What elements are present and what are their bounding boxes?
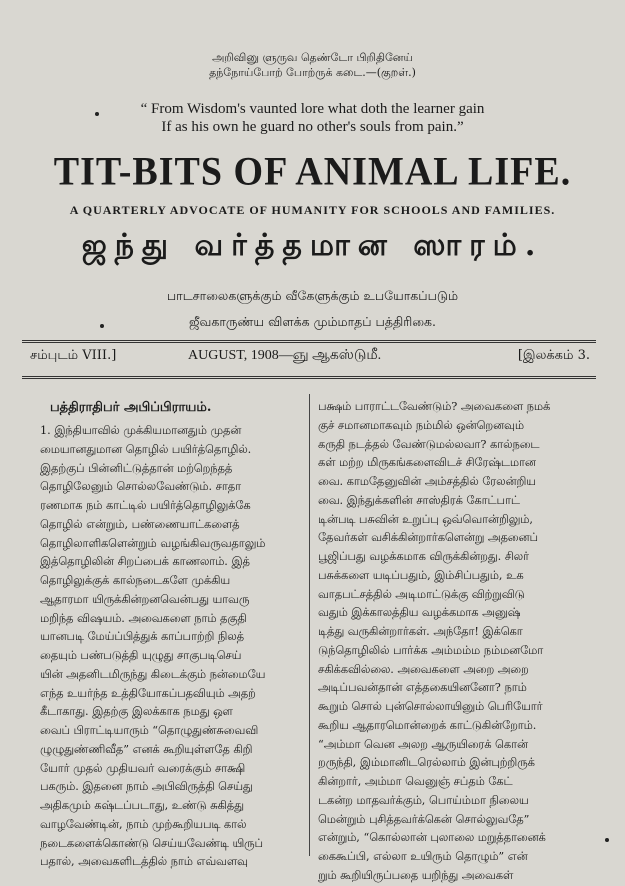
article-text-line: தையும் பண்படுத்தி யுழுது சாகுபடிசெய் <box>40 649 242 662</box>
issue-date: AUGUST, 1908—ஞு ஆகஸ்டுமீ. <box>188 348 382 363</box>
masthead-subtitle: A QUARTERLY ADVOCATE OF HUMANITY FOR SCHOOLS AND FAMILIES. <box>69 203 556 217</box>
article-text-line: கூறிய ஆதாரமொன்றைக் காட்டுகின்றோம். <box>318 718 537 732</box>
article-text-line: பதால், அவைகளிடத்தில் நாம் எவ்வளவு <box>40 855 248 869</box>
article-text-line: டின்படி பசுவின் உறுப்பு ஒவ்வொன்றிலும், <box>318 512 533 526</box>
article-text-line: கைகூப்பி, எல்லா உயிரும் தொழும்” என் <box>318 850 528 863</box>
masthead-tagline <box>0 283 625 335</box>
article-text-line: றருந்தி, இம்மானிடரெல்லாம் இன்புற்றிருக் <box>318 756 535 770</box>
article-text-line: வை. காமதேனுவின் அம்சத்தில் ரேலன்றிய <box>318 475 536 488</box>
article-text-line: கள் மற்ற மிருகங்களைவிடச் சிரேஷ்டமான <box>318 456 536 470</box>
article-text-line: அதிகமும் கஷ்டப்படாது, உண்டு சுகித்து <box>40 799 244 812</box>
print-speck <box>100 324 104 328</box>
article-text-line: யானபடி மேய்ப்பித்துக் காப்பாற்றி நிலத் <box>40 630 244 644</box>
epigraph-english-line: If as his own he guard no other's souls from pain.” <box>161 119 464 135</box>
article-text-line: கருதி நடத்தல் வேண்டுமல்லவா? கால்நடை <box>318 437 540 451</box>
column-divider <box>309 394 310 856</box>
issue-volume: சம்புடம் VIII.] <box>30 348 117 363</box>
article-text-line: வைப் பிராட்டியாரும் “தொழுதுண்சுவைவி <box>40 724 259 737</box>
article-text-line: அடிப்பவன்தான் எத்தகையினனோ? நாம் <box>318 681 527 695</box>
article-text-line: டுந்தொழிலில் பார்க்க அம்மம்ம நம்மனமோ <box>318 643 544 657</box>
article-text-line: ரணமாக நம் காட்டில் பயிர்த்தொழிலுக்கே <box>40 499 251 512</box>
article-text-line: வதும் இக்காலத்திய வழக்கமாக அனுஷ் <box>318 606 521 620</box>
article-text-line: தொழிலேனும் சொல்லவேண்டும். சாதா <box>40 480 242 494</box>
epigraph-tamil-line: அறிவினு ளுருவ தெண்டோ பிறிதினேய் <box>212 51 413 64</box>
article-text-line: ஆதாரமா யிருக்கின்றனவென்பது யாவரு <box>40 592 250 606</box>
article-left-column <box>40 398 303 872</box>
article-text-line: தொழில் என்றும், பண்ணையாட்களைத் <box>40 517 240 531</box>
article-text-line: வை. இந்துக்களின் சாஸ்திரக் கோட்பாட் <box>318 493 520 507</box>
print-speck <box>95 112 99 116</box>
article-text-line: கூறும் சொல் புன்சொல்லாயினும் பெரியோர் <box>318 700 543 713</box>
article-heading: பத்திராதிபர் அபிப்பிராயம். <box>50 400 212 415</box>
article-text-line: எந்த உயர்ந்த உத்தியோகப்பதவியும் அதற் <box>40 686 256 700</box>
masthead-title: TIT-BITS OF ANIMAL LIFE. <box>53 149 572 195</box>
article-text-line: இத்தொழிலின் சிறப்பைக் காணலாம். இத் <box>40 555 250 569</box>
print-speck <box>605 838 609 842</box>
article-right-column <box>318 398 600 886</box>
masthead-tamil-title: ஜந்து வர்த்தமான ஸாரம். <box>81 228 544 263</box>
article-text-line: றும் கூறியிருப்பதை யறிந்து அவைகள் <box>318 868 514 882</box>
article-text-line: கீடாகாது. இதற்கு இலக்காக நமது ஒள <box>40 705 233 719</box>
article-text-line: மென்றும் புசித்தவர்க்கென் சொல்லுவதே” <box>318 812 530 826</box>
tagline-line: ஜீவகாருண்ய விளக்க மும்மாதப் பத்திரிகை. <box>188 314 436 329</box>
article-text-line: குச் சமானமாகவும் நம்மில் ஒன்றெனவும் <box>318 418 524 432</box>
article-text-line: மறிந்த விஷயம். அவைகளை நாம் தகுதி <box>40 611 247 625</box>
article-text-line: பகரும். இதனை நாம் அபிவிருத்தி செய்து <box>40 780 253 794</box>
article-text-line: பக்ஷம் பாராட்டவேண்டும்? அவைகளை நமக் <box>318 400 551 413</box>
article-text-line: வாதபட்சத்தில் அடிமாட்டுக்கு விற்றுவிடு <box>318 587 525 601</box>
issue-number: [இலக்கம் 3. <box>517 348 590 363</box>
article-text-line: டகன்ற மாதவர்க்கும், பொய்ம்மா நிலைய <box>318 793 529 807</box>
article-text-line: “அம்மா வென அலற ஆருயிரைக் கொன் <box>318 737 528 751</box>
article-text-line: தொழிலுக்குக் கால்நடைகளே முக்கிய <box>40 574 231 587</box>
article-text-line: 1. இந்தியாவில் முக்கியமானதும் முதன் <box>40 424 242 437</box>
article-text-line: கின்றார், அம்மா வெனுஞ் சப்தம் கேட் <box>318 775 513 788</box>
bottom-rule <box>22 376 596 379</box>
article-text-line: சகிக்கவில்லை. அவைகளை அறை அறை <box>318 662 529 676</box>
article-text-line: தேவர்கள் வசிக்கின்றார்களென்று அதனைப் <box>318 531 538 545</box>
article-text-line: பூஜிப்பது வழக்கமாக விருக்கின்றது. சிலர் <box>318 550 529 563</box>
article-text-line: பசுக்களை யடிப்பதும், இம்சிப்பதும், உக <box>318 568 524 582</box>
article-text-line: வாழவேண்டின், நாம் முற்கூறியபடி கால் <box>40 817 247 831</box>
epigraph-tamil <box>0 50 625 80</box>
epigraph-tamil-line: தந்நோய்போற் போற்ருக் கடை.—(குறள்.) <box>209 66 416 79</box>
article-text-line: ழுழுதுண்ணிவீத” எனக் கூறியுள்ளதே கிறி <box>40 742 253 756</box>
article-text-line: யோர் முதல் முதியவர் வரைக்கும் சாக்ஷி <box>40 761 245 775</box>
article-text-line: என்றும், “கொல்லான் புலாலை மறுத்தானைக் <box>318 831 546 845</box>
article-text-line: தொழிலாளிகளென்றும் வழங்கிவருவதாலும் <box>40 536 266 550</box>
epigraph-english <box>0 100 625 136</box>
article-text-line: மையானதுமான தொழில் பயிர்த்தொழில். <box>40 442 252 456</box>
epigraph-english-line: “ From Wisdom's vaunted lore what doth the learner gain <box>140 101 485 117</box>
article-text-line: இதற்குப் பின்னிட்டுத்தான் மற்றெந்தத் <box>40 461 233 475</box>
article-text-line: டித்து வருகின்றார்கள். அந்தோ! இக்கொ <box>318 625 523 638</box>
article-text-line: யின் அதனிடமிருந்து கிடைக்கும் நன்மையே <box>40 667 266 681</box>
tagline-line: பாடசாலைகளுக்கும் வீகேளுக்கும் உபயோகப்படும் <box>166 288 459 303</box>
top-rule <box>22 340 596 343</box>
article-text-line: நடைகளைக்கொண்டு செய்யவேண்டி யிருப் <box>40 836 263 850</box>
issue-line <box>22 348 596 372</box>
